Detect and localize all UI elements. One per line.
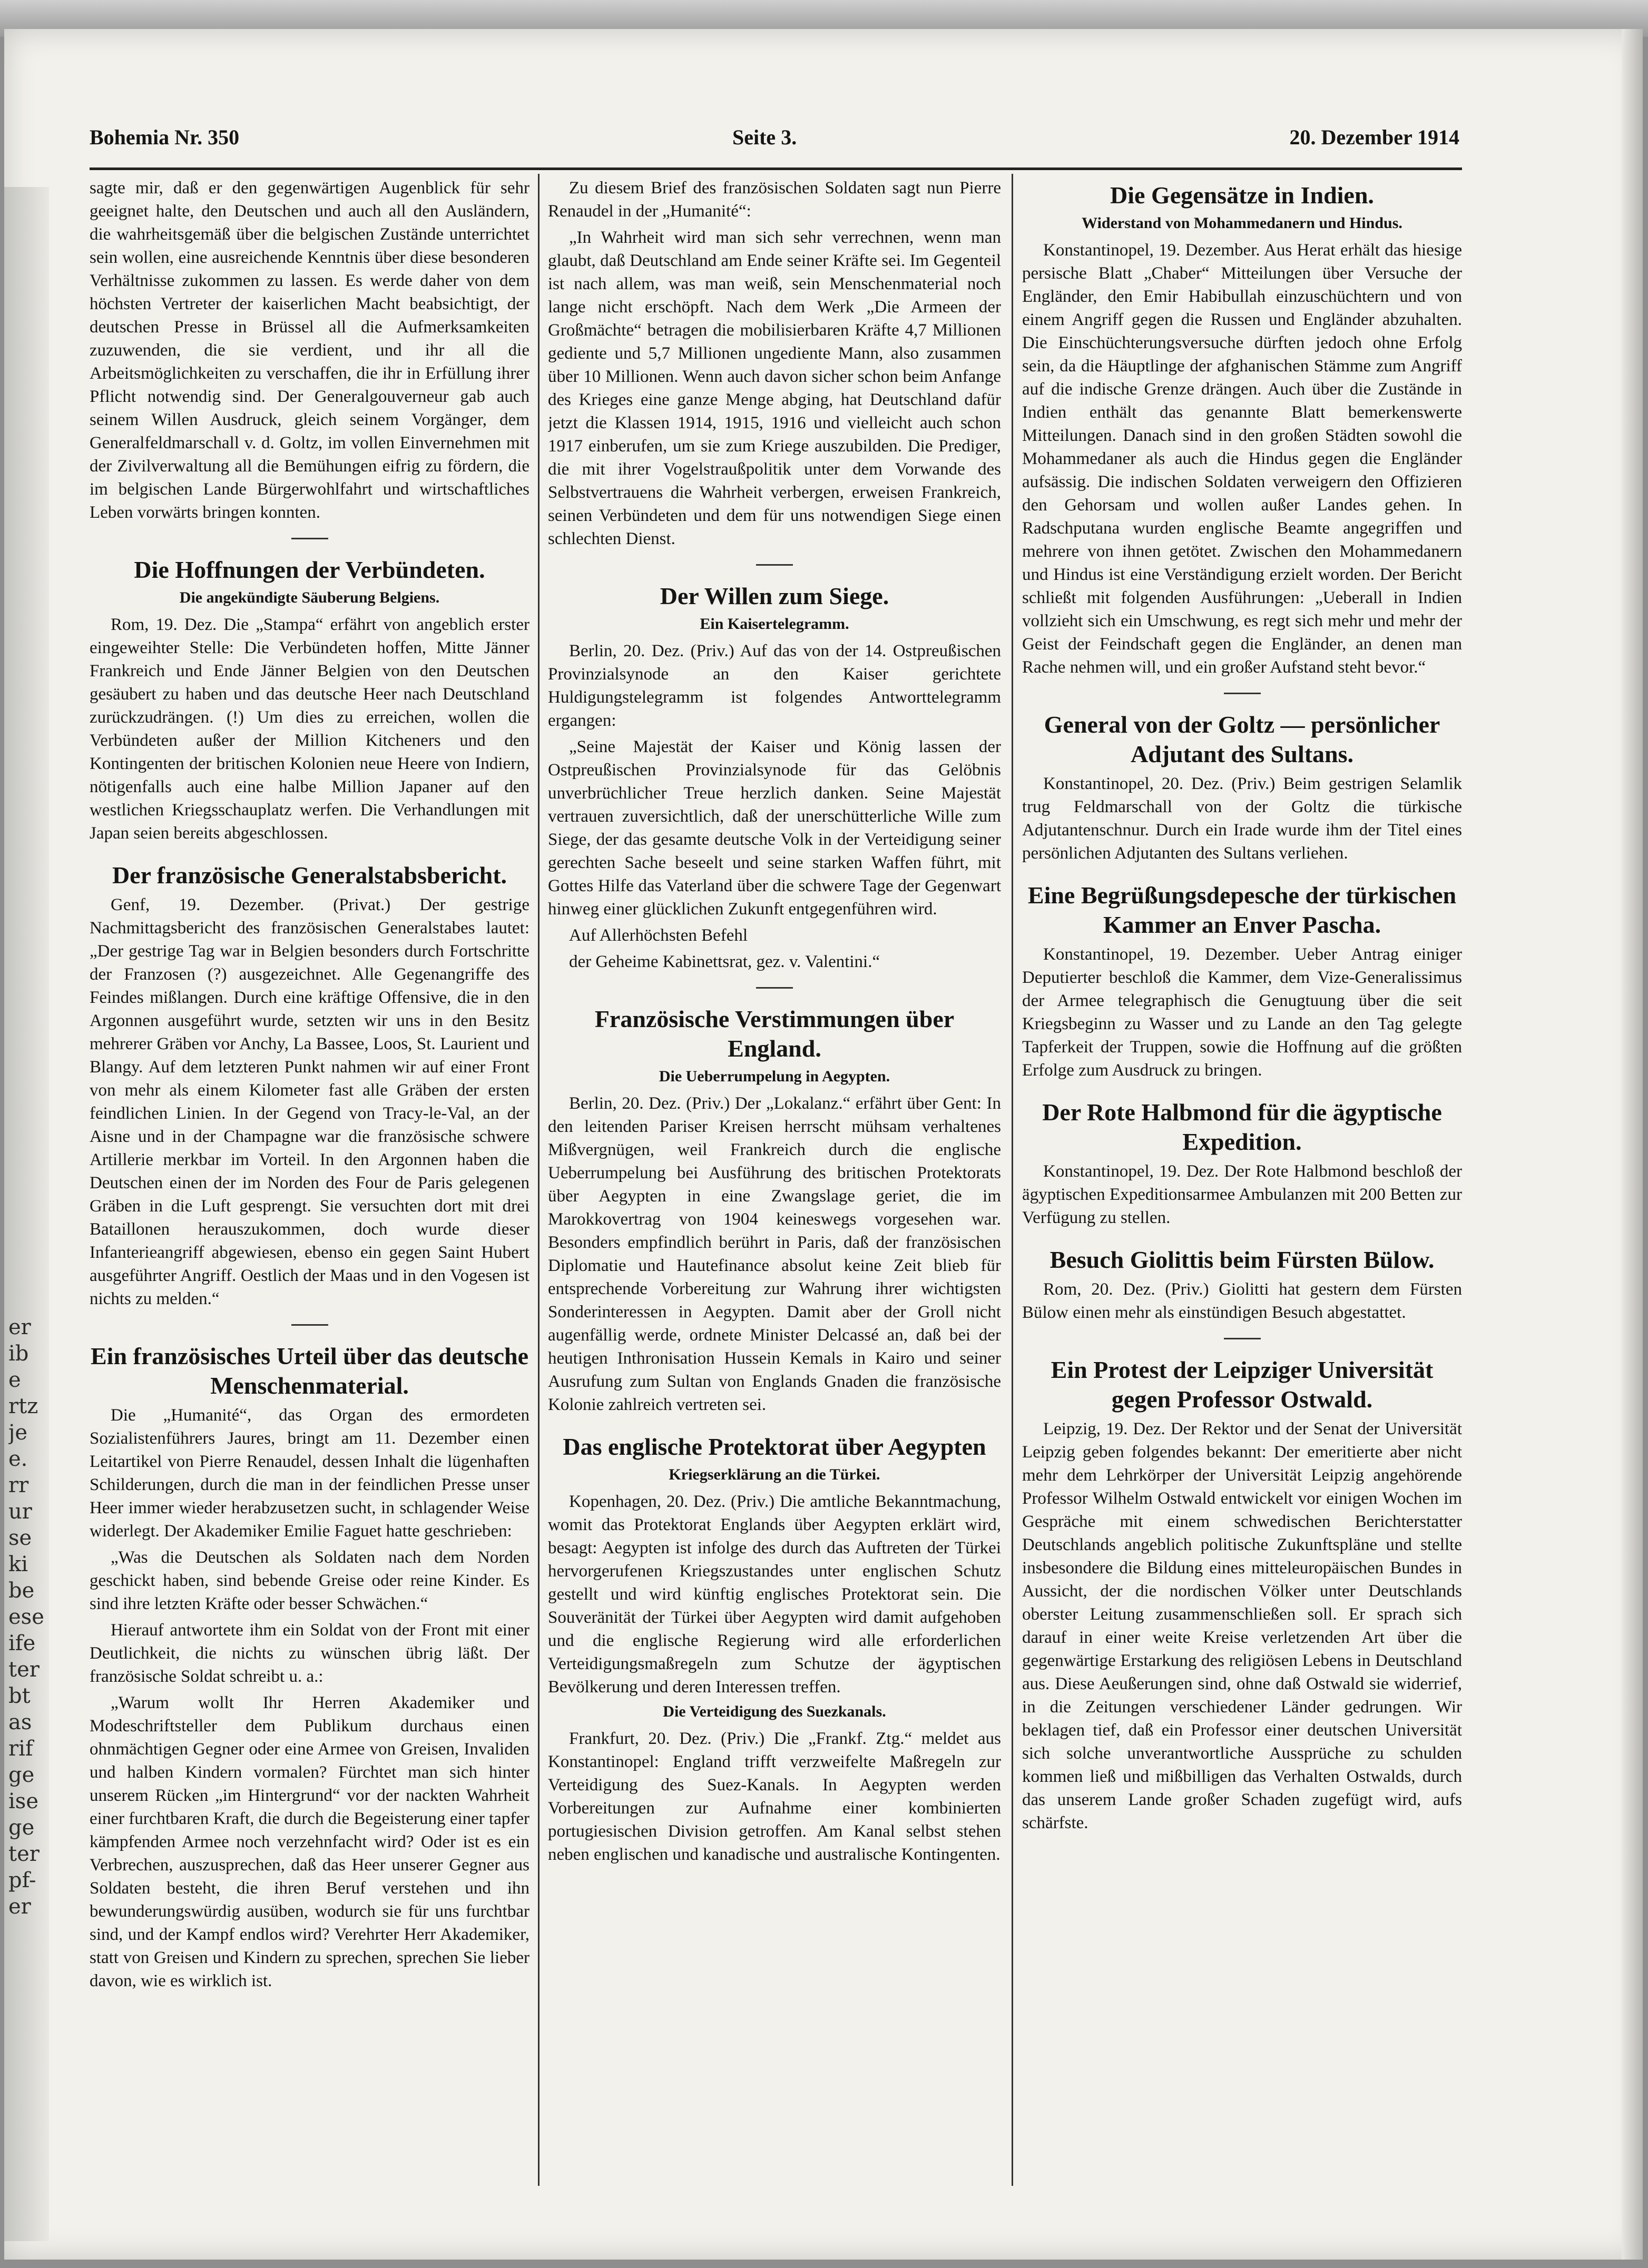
- margin-fragment: pf-: [8, 1868, 36, 1892]
- newspaper-issue: Bohemia Nr. 350: [90, 125, 240, 149]
- margin-fragment: er: [8, 1895, 31, 1919]
- article-subtitle: Die Ueberrumpelung in Aegypten.: [659, 1068, 890, 1085]
- margin-fragment: ge: [8, 1816, 35, 1840]
- column-left: [90, 176, 529, 2178]
- article-paragraph: Kopenhagen, 20. Dez. (Priv.) Die amtliche Bekanntmachung, womit das Protektorat Englands über Aegypten erklärt wird, besagt: Aegypten ist infolge des durch das Auftreten der Türkei hervorgerufenen Kriegszustandes unter englischen Schutz gestellt und wird künftig englisches Protektorat sein. Die Souveränität der Türkei über Aegypten wird damit aufgehoben und die englische Regierung wird alle erforderlichen Verteidigungsmaßregeln zum Schutze der ägyptischen Bevölkerung und deren Interessen treffen.: [548, 1492, 1001, 1697]
- article-separator: [1224, 693, 1261, 694]
- article-continuation: sagte mir, daß er den gegenwärtigen Augenblick für sehr geeignet halte, den Deutschen und auch all den Ausländern, die wahrheitsgemäß über die belgischen Zustände unterrichtet sein wollen, eine ausreichende Kenntnis über diese besonderen Verhältnisse zukommen zu lassen. Es werde daher von dem höchsten Vertreter der kaiserlichen Macht beabsichtigt, der deutschen Presse in Brüssel all die Aufmerksamkeiten zuzuwenden, die sie verdient, und ihr all die Arbeitsmöglichkeiten zu verschaffen, die ihr in Erfüllung ihrer Pflicht notwendig sind. Der Generalgouverneur gab auch seinem Willen Ausdruck, gleich seinem Vorgänger, dem Generalfeldmarschall v. d. Goltz, im vollen Einvernehmen mit der Zivilverwaltung all die Bemühungen eifrig zu fördern, die im belgischen Lande Bürgerwohlfahrt und wirtschaftliches Leben vorwärts bringen konnten.: [90, 179, 529, 522]
- article-quote: „Was die Deutschen als Soldaten nach dem Norden geschickt haben, sind bebende Greise oder reine Kinder. Es sind ihre letzten Kräfte oder besser Schwächen.“: [90, 1548, 529, 1613]
- margin-fragment: e: [8, 1368, 21, 1392]
- article-subtitle: Kriegserklärung an die Türkei.: [669, 1466, 880, 1483]
- article-subtitle: Ein Kaisertelegramm.: [700, 615, 849, 633]
- article-title: Ein Protest der Leipziger Universität gegen Professor Ostwald.: [1051, 1356, 1434, 1413]
- article-paragraph: der Geheime Kabinettsrat, gez. v. Valentini.“: [569, 952, 880, 971]
- margin-fragment: as: [8, 1710, 32, 1734]
- margin-fragment: ge: [8, 1763, 35, 1787]
- article-title: Ein französisches Urteil über das deutsche Menschenmaterial.: [91, 1343, 528, 1399]
- margin-fragment: rtz: [8, 1394, 38, 1418]
- column-divider: [538, 174, 539, 2186]
- margin-fragment: rr: [8, 1473, 29, 1497]
- issue-date: 20. Dezember 1914: [1289, 125, 1459, 149]
- margin-fragment: be: [8, 1579, 35, 1603]
- column-divider: [1012, 174, 1013, 2186]
- article-paragraph: Konstantinopel, 19. Dezember. Aus Herat erhält das hiesige persische Blatt „Chaber“ Mitteilungen über Versuche der Engländer, den Emir Habibullah einzuschüchtern und von einem Angriff gegen die Russen und Engländer abzuhalten. Die Einschüchterungsversuche dürften jedoch ohne Erfolg sein, da die Häuptlinge der afghanischen Stämme zum Angriff auf die indische Grenze drängen. Auch über die Zustände in Indien enthält das genannte Blatt bemerkenswerte Mitteilungen. Danach sind in den großen Städten sowohl die Mohammedaner als auch die Hindus gegen die Engländer aufsässig. Die indischen Soldaten verweigern den Offizieren den Gehorsam und wollen außer Landes gehen. In Radschputana wurden englische Beamte angegriffen und mehrere von ihnen getötet. Zwischen den Mohammedanern und Hindus ist eine Verständigung erzielt worden. Der Bericht schließt mit folgenden Ausführungen: „Ueberall in Indien vollzieht sich ein Umschwung, es regt sich mehr und mehr der Geist der Feindschaft gegen die Engländer, an denen man Rache nehmen will, und ein großer Aufstand steht bevor.“: [1022, 241, 1462, 677]
- margin-fragment: ife: [8, 1631, 36, 1655]
- article-paragraph: Die „Humanité“, das Organ des ermordeten Sozialistenführers Jaures, bringt am 11. Dezember einen Leitartikel von Pierre Renaudel, dessen Inhalt die lügenhaften Schilderungen, durch die man in der feindlichen Presse unser Heer immer wieder herabzusetzen sucht, in schlagender Weise widerlegt. Der Akademiker Emilie Faguet hatte geschrieben:: [90, 1406, 529, 1541]
- page-header: [90, 119, 1459, 161]
- article-separator: [756, 987, 793, 989]
- article-title: Der französische Generalstabsbericht.: [112, 862, 507, 889]
- article-paragraph: Berlin, 20. Dez. (Priv.) Der „Lokalanz.“ erfährt über Gent: In den leitenden Pariser Kreisen herrscht mühsam verhaltenes Mißvergnügen, weil Frankreich durch die englische Ueberrumpelung bei Ausführung des britischen Protektorats über Aegypten in eine Zwangslage geriet, die im Marokkovertrag von 1904 keineswegs vorgesehen war. Besonders empfindlich berührt in Paris, daß der französischen Diplomatie und Hautefinance absolut keine Zeit blieb für entsprechende Vorbereitung zur Wahrung ihrer wichtigsten Sonderinteressen in Aegypten. Damit aber der Groll nicht augenfällig werde, ordnete Minister Delcassé an, daß bei der heutigen Inthronisation Hussein Kemals in Kairo und seiner Ausrufung zum Sultan von Englands Gnaden die französische Kolonie zahlreich vertreten sei.: [548, 1094, 1001, 1414]
- article-paragraph: Zu diesem Brief des französischen Soldaten sagt nun Pierre Renaudel in der „Humanité“:: [548, 179, 1001, 221]
- margin-fragment: bt: [8, 1684, 31, 1708]
- article-title: Der Rote Halbmond für die ägyptische Expedition.: [1042, 1099, 1442, 1155]
- margin-fragment: er: [8, 1315, 31, 1339]
- article-paragraph: Konstantinopel, 19. Dez. Der Rote Halbmond beschloß der ägyptischen Expeditionsarmee Ambulanzen mit 200 Betten zur Verfügung zu stellen.: [1022, 1162, 1462, 1227]
- column-middle: [548, 176, 1001, 2178]
- article-paragraph: Rom, 19. Dez. Die „Stampa“ erfährt von angeblich erster eingeweihter Stelle: Die Verbündeten hoffen, Mitte Jänner Frankreich und Ende Jänner Belgien von den Deutschen gesäubert zu haben und das deutsche Heer nach Deutschland zurückzudrängen. (!) Um dies zu erreichen, wollen die Verbündeten außer der Million Kitcheners und den Kontingenten der britischen Kolonien neue Heere von Indiern, nötigenfalls auch eine halbe Million Japaner auf den westlichen Kriegsschauplatz werfen. Die Verhandlungen mit Japan seien bereits abgeschlossen.: [90, 615, 529, 843]
- adjacent-page-strip: [4, 187, 49, 2241]
- margin-fragment: se: [8, 1526, 32, 1550]
- article-quote: „Warum wollt Ihr Herren Akademiker und Modeschriftsteller dem Publikum durchaus einen ohnmächtigen Gegner oder eine Armee von Greisen, Invaliden und halben Kindern vormalen? Fürchtet man sich hinter unserem Rücken „im Hintergrund“ vor der nackten Wahrheit einer furchtbaren Kraft, die durch die Begeisterung einer tapfer kämpfenden Armee noch verzehnfacht wird? Oder ist es ein Verbrechen, auszusprechen, daß das Heer unserer Gegner aus Soldaten besteht, die ihren Beruf verstehen und ihn bewunderungswürdig ausüben, wodurch sie für uns furchtbar sind, und der Kampf endlos wird? Verehrter Herr Akademiker, statt von Greisen und Kindern zu sprechen, sprechen Sie lieber davon, wie es wirklich ist.: [90, 1693, 529, 1990]
- article-paragraph: Auf Allerhöchsten Befehl: [569, 926, 748, 945]
- margin-fragment: ki: [8, 1552, 28, 1576]
- article-title: Besuch Giolittis beim Fürsten Bülow.: [1049, 1246, 1435, 1273]
- article-paragraph: Genf, 19. Dezember. (Privat.) Der gestrige Nachmittagsbericht des französischen Generalstabes lautet: „Der gestrige Tag war in Belgien besonders durch Fortschritte der Franzosen (?) ausgezeichnet. Alle Gegenangriffe des Feindes mißlangen. Durch eine kräftige Offensive, die in den Argonnen ausgeführt wurde, setzten wir uns in den Besitz mehrerer Gräben vor Anchy, La Bassee, Loos, St. Laurient und Blangy. Auf dem letzteren Punkt nahmen wir auf einer Front von mehr als einem Kilometer fast alle Gräben der ersten feindlichen Linien. In der Gegend von Tracy-le-Val, an der Aisne und in der Champagne war die französische schwere Artillerie merkbar im Vorteil. In den Argonnen haben die Deutschen einen der im Norden des Four de Paris gelegenen Gräben in die Luft gesprengt. Sie versuchten dort mit drei Bataillonen herauszukommen, doch wurde dieser Infanterieangriff abgewiesen, ebenso ein gegen Saint Hubert ausgeführter Angriff. Oestlich der Maas und in den Vogesen ist nichts zu melden.“: [90, 895, 529, 1308]
- article-separator: [291, 538, 328, 539]
- margin-fragment: e.: [8, 1447, 28, 1471]
- article-paragraph: Konstantinopel, 20. Dez. (Priv.) Beim gestrigen Selamlik trug Feldmarschall von der Goltz die türkische Adjutantenschnur. Durch ein Irade wurde ihm der Titel eines persönlichen Adjutanten des Sultans verliehen.: [1022, 774, 1462, 863]
- article-paragraph: Leipzig, 19. Dez. Der Rektor und der Senat der Universität Leipzig geben folgendes bekannt: Der emeritierte aber nicht mehr dem Lehrkörper der Universität Leipzig angehörende Professor Wilhelm Ostwald entwickelt vor einigen Wochen im Gespräche mit einem schwedischen Berichterstatter Deutschlands angeblich politische Zukunftspläne und stellte insbesondere die Bildung eines mitteleuropäischen Bundes in Aussicht, der die nordischen Völker unter Deutschlands oberster Leitung zusammenschließen soll. Er sprach sich darauf in einer weite Kreise verletzenden Art über die gegenwärtige Erstarkung des religiösen Lebens in Deutschland aus. Diese Aeußerungen sind, ohne daß Ostwald sie widerrief, in die Zeitungen verschiedener Länder gedrungen. Wir beklagen tief, daß ein Professor einer deutschen Universität sich solche unverantwortliche Aussprüche zu schulden kommen ließ und mißbilligen das Verhalten Ostwalds, durch das unserem Lande großer Schaden zugefügt wird, aufs schärfste.: [1022, 1419, 1462, 1832]
- margin-fragment: ter: [8, 1658, 40, 1682]
- article-title: Der Willen zum Siege.: [660, 583, 889, 609]
- article-title: Französische Verstimmungen über England.: [594, 1005, 955, 1062]
- adjacent-page-fragments: [8, 1314, 45, 1920]
- column-right: [1022, 176, 1462, 2178]
- article-title: Das englische Protektorat über Aegypten: [563, 1433, 986, 1460]
- article-subtitle: Die Verteidigung des Suezkanals.: [663, 1703, 886, 1720]
- article-title: General von der Goltz — persönlicher Adjutant des Sultans.: [1044, 711, 1440, 767]
- margin-fragment: ese: [8, 1605, 44, 1629]
- article-subtitle: Die angekündigte Säuberung Belgiens.: [179, 589, 440, 606]
- article-title: Eine Begrüßungsdepesche der türkischen Kammer an Enver Pascha.: [1027, 882, 1457, 938]
- margin-fragment: ise: [8, 1789, 38, 1813]
- article-paragraph: Hierauf antwortete ihm ein Soldat von der Front mit einer Deutlichkeit, die nichts zu wünschen übrig läßt. Der französische Soldat schreibt u. a.:: [90, 1621, 529, 1686]
- margin-fragment: je: [8, 1421, 28, 1445]
- article-quote: „In Wahrheit wird man sich sehr verrechnen, wenn man glaubt, daß Deutschland am Ende seiner Kräfte sei. Im Gegenteil ist nach allem, was man weiß, sein Menschenmaterial noch lange nicht erschöpft. Nach dem Werk „Die Armeen der Großmächte“ betragen die mobilisierbaren Kräfte 4,7 Millionen gediente und 5,7 Millionen ungediente Mann, also zusammen über 10 Millionen. Wenn auch davon sicher schon beim Anfange des Krieges eine ganze Menge abging, hat Deutschland dafür jetzt die Klassen 1914, 1915, 1916 und vielleicht auch schon 1917 einberufen, um sie zum Kriege auszubilden. Die Prediger, die mit ihrer Vogelstraußpolitik unter dem Vorwande des Selbstvertrauens die Wahrheit verbergen, erweisen Frankreich, seinen Verbündeten und dem für uns notwendigen Siege einen schlechten Dienst.: [548, 228, 1001, 548]
- article-title: Die Hoffnungen der Verbündeten.: [134, 556, 485, 583]
- article-paragraph: Frankfurt, 20. Dez. (Priv.) Die „Frankf. Ztg.“ meldet aus Konstantinopel: England trifft verzweifelte Maßregeln zur Verteidigung des Suez-Kanals. In Aegypten werden Vorbereitungen zur Aufnahme einer kombinierten portugiesischen Division getroffen. Am Kanal selbst stehen neben englischen und kanadische und australische Kontingenten.: [548, 1729, 1001, 1864]
- article-title: Die Gegensätze in Indien.: [1110, 182, 1374, 209]
- article-paragraph: Rom, 20. Dez. (Priv.) Giolitti hat gestern dem Fürsten Bülow einen mehr als einstündigen Besuch abgestattet.: [1022, 1280, 1462, 1322]
- article-separator: [756, 564, 793, 566]
- page-number: Seite 3.: [732, 125, 797, 149]
- article-paragraph: Konstantinopel, 19. Dezember. Ueber Antrag einiger Deputierter beschloß die Kammer, dem Vize-Generalissimus der Armee telegraphisch die Genugtuung über die seit Kriegsbeginn zu Wasser und zu Lande an den Tag gelegte Tapferkeit der Truppen, sowie die Hoffnung auf die größten Erfolge zum Ausdruck zu bringen.: [1022, 945, 1462, 1080]
- margin-fragment: rif: [8, 1737, 33, 1761]
- article-separator: [1224, 1338, 1261, 1339]
- article-subtitle: Widerstand von Mohammedanern und Hindus.: [1082, 214, 1402, 232]
- page-right-edge: [1622, 29, 1643, 2260]
- header-rule: [90, 167, 1462, 170]
- margin-fragment: ter: [8, 1842, 40, 1866]
- margin-fragment: ur: [8, 1500, 32, 1524]
- article-separator: [291, 1324, 328, 1326]
- article-quote: „Seine Majestät der Kaiser und König lassen der Ostpreußischen Provinzialsynode für das Gelöbnis unverbrüchlicher Treue herzlich danken. Seine Majestät vertrauen zuversichtlich, daß der unerschütterliche Wille zum Siege, der das gesamte deutsche Volk in der Verteidigung seiner gerechten Sache beseelt und seine starken Waffen führt, mit Gottes Hilfe das Vaterland über die schwere Tage der Gegenwart hinweg einer glücklichen Zukunft entgegenführen wird.: [548, 737, 1001, 919]
- margin-fragment: ib: [8, 1342, 29, 1366]
- article-paragraph: Berlin, 20. Dez. (Priv.) Auf das von der 14. Ostpreußischen Provinzialsynode an den Kaiser gerichtete Huldigungstelegramm ist folgendes Antworttelegramm ergangen:: [548, 642, 1001, 730]
